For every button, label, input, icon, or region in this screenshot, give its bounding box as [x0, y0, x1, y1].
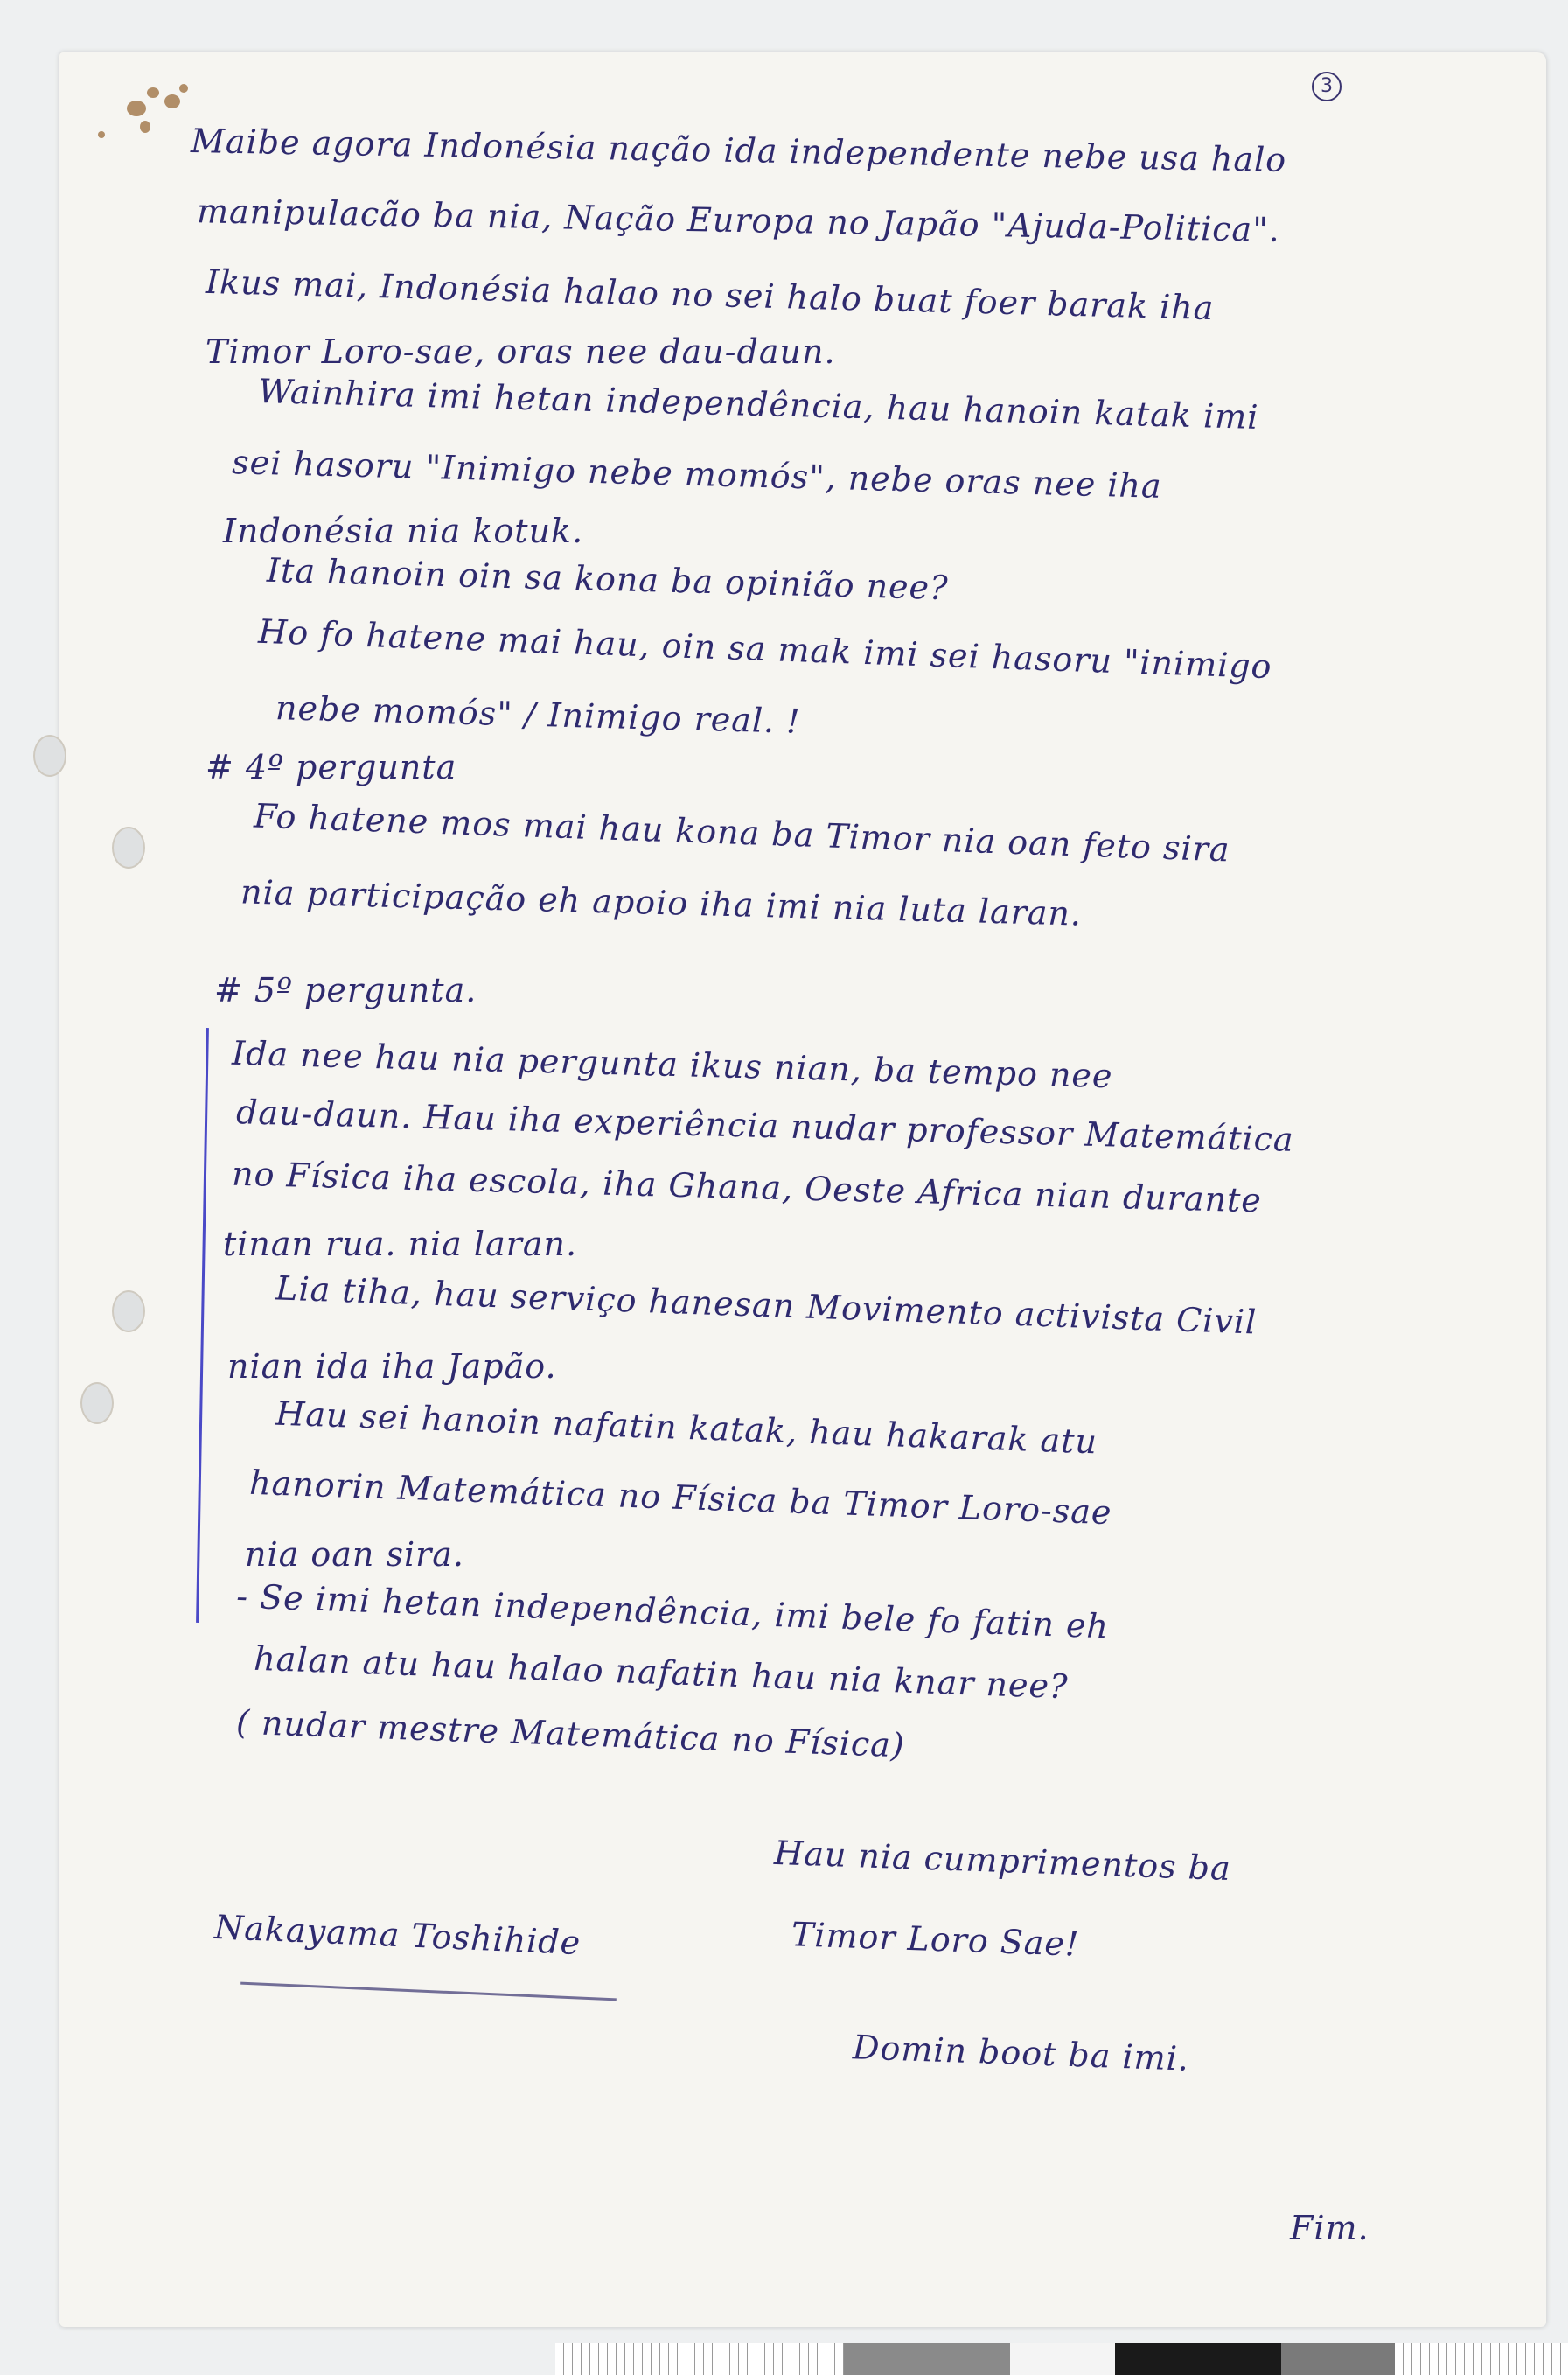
handwritten-line: nebe momós" / Inimigo real. !	[275, 688, 802, 741]
closing-line: Hau nia cumprimentos ba	[773, 1833, 1232, 1889]
handwritten-line: halan atu hau halao nafatin hau nia knar nee?	[253, 1638, 1070, 1707]
handwritten-line: Fo hatene mos mai hau kona ba Timor nia oan feto sira	[253, 796, 1231, 870]
page-number: 3	[1312, 72, 1342, 101]
handwritten-line: Maibe agora Indonésia nação ida independente nebe usa halo	[190, 122, 1287, 179]
punch-hole	[33, 735, 66, 777]
handwritten-line: Lia tiha, hau serviço hanesan Movimento activista Civil	[275, 1268, 1258, 1342]
handwritten-line: hanorin Matemática no Física ba Timor Loro-sae	[248, 1463, 1113, 1533]
color-scale-ruler	[555, 2343, 1568, 2375]
handwritten-line: no Física iha escola, iha Ghana, Oeste Africa nian durante	[231, 1154, 1263, 1220]
handwritten-line: manipulacão ba nia, Nação Europa no Japão "Ajuda-Politica".	[196, 192, 1281, 249]
punch-hole	[112, 1290, 145, 1332]
handwritten-line: Indonésia nia kotuk.	[223, 512, 584, 550]
question-heading: # 5º pergunta.	[214, 971, 477, 1009]
handwritten-line: - Se imi hetan independência, imi bele fo fatin eh	[235, 1576, 1110, 1646]
handwritten-line: tinan rua. nia laran.	[223, 1225, 578, 1263]
handwritten-line: Ikus mai, Indonésia halao no sei halo buat foer barak iha	[205, 262, 1215, 328]
closing-line: Timor Loro Sae!	[791, 1915, 1081, 1964]
signature: Nakayama Toshihide	[213, 1907, 582, 1963]
handwritten-line: Wainhira imi hetan independência, hau hanoin katak imi	[257, 372, 1259, 437]
punch-hole	[112, 827, 145, 869]
question-heading: # 4º pergunta	[206, 748, 457, 786]
handwritten-line: nia participação eh apoio iha imi nia luta laran.	[240, 872, 1083, 933]
handwritten-line: Timor Loro-sae, oras nee dau-daun.	[206, 332, 836, 371]
handwritten-line: Ho fo hatene mai hau, oin sa mak imi sei hasoru "inimigo	[257, 611, 1273, 687]
handwritten-line: sei hasoru "Inimigo nebe momós", nebe oras nee iha	[231, 443, 1163, 506]
handwritten-line: Ita hanoin oin sa kona ba opinião nee?	[266, 550, 950, 608]
handwritten-line: ( nudar mestre Matemática no Física)	[235, 1702, 906, 1765]
handwritten-line: Ida nee hau nia pergunta ikus nian, ba tempo nee	[231, 1033, 1114, 1096]
punch-hole	[80, 1382, 114, 1424]
handwritten-line: nian ida iha Japão.	[227, 1347, 557, 1386]
handwritten-line: Hau sei hanoin nafatin katak, hau hakarak atu	[275, 1394, 1098, 1462]
handwritten-line: nia oan sira.	[245, 1535, 465, 1574]
end-mark: Fim.	[1290, 2209, 1369, 2247]
closing-line: Domin boot ba imi.	[852, 2028, 1190, 2078]
handwritten-line: dau-daun. Hau iha experiência nudar professor Matemática	[235, 1093, 1295, 1159]
